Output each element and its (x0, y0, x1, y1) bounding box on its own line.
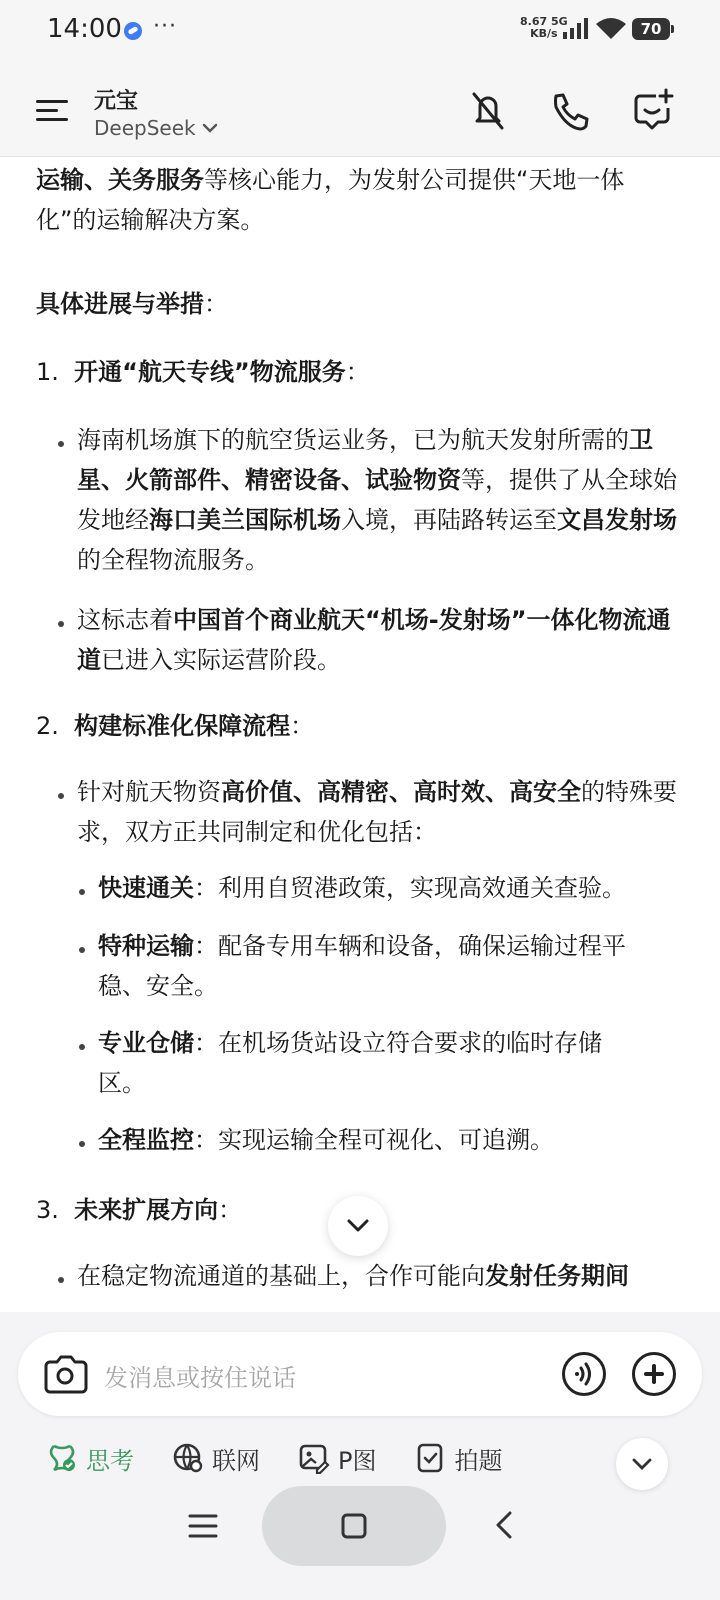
app-notification-icon (124, 22, 142, 40)
text-run: 等核心能力，为发射公司提供“天地一体化”的运输解决方案。 (36, 166, 625, 234)
globe-icon (172, 1442, 204, 1474)
text-run: 文昌发射场 (557, 506, 677, 534)
bullet-dot (58, 621, 64, 627)
section-3-heading: 3. 未来扩展方向： (36, 1196, 243, 1224)
menu-icon[interactable] (36, 100, 68, 122)
bullet-dot (79, 889, 85, 895)
text-run: 中国首个商业航天“机场-发射场”一体化物流通道 (77, 606, 671, 674)
wifi-icon (596, 18, 626, 40)
progress-heading: 具体进展与举措： (36, 290, 228, 318)
text-run: 已进入实际运营阶段。 (101, 646, 341, 674)
message-input-bar[interactable] (18, 1332, 702, 1416)
scroll-to-bottom-button[interactable] (328, 1196, 388, 1256)
image-edit-icon (298, 1442, 330, 1474)
composer-area (0, 1312, 720, 1600)
text-run: 高价值、高精密、高时效、高安全 (221, 778, 581, 806)
new-chat-icon[interactable] (630, 88, 674, 132)
mute-icon[interactable] (466, 88, 510, 132)
status-bar (0, 0, 720, 62)
voice-wave-icon (565, 1355, 603, 1393)
chat-message (0, 156, 720, 1312)
sub-item-monitoring: 全程监控：实现运输全程可视化、可追溯。 (98, 1126, 554, 1154)
tool-bar (46, 1436, 540, 1480)
home-square-icon (340, 1512, 368, 1540)
tool-image-edit[interactable]: P图 (298, 1441, 376, 1476)
model-name: DeepSeek (94, 116, 196, 140)
back-icon[interactable] (492, 1510, 516, 1540)
status-time: 14:00 (47, 14, 122, 44)
model-selector[interactable] (94, 116, 218, 140)
section-2-bullet-1 (77, 772, 677, 852)
chevron-down-icon (631, 1456, 653, 1472)
camera-icon[interactable] (42, 1352, 88, 1396)
more-notifications-icon: ··· (153, 14, 177, 39)
photo-question-icon (414, 1442, 446, 1474)
text-run: 的特殊要求，双方正共同制定和优化包括： (77, 778, 677, 846)
section-2-heading: 2. 构建标准化保障流程： (36, 712, 315, 740)
section-3-bullet-1 (77, 1256, 697, 1296)
text-run: 在稳定物流通道的基础上，合作可能向 (77, 1262, 485, 1290)
tool-photo-question[interactable]: 拍题 (414, 1441, 502, 1476)
text-run: 海南机场旗下的航空货运业务，已为航天发射所需的 (77, 426, 629, 454)
sub-item-transport: 特种运输：配备专用车辆和设备，确保运输过程平稳、安全。 (98, 932, 626, 1000)
text-run: 入境，再陆路转运至 (341, 506, 557, 534)
text-run: 海口美兰国际机场 (149, 506, 341, 534)
section-1-bullet-1 (77, 420, 677, 580)
battery-icon: 70 (632, 18, 670, 40)
text-run: 运输、关务服务 (36, 166, 204, 194)
text-run: 等，提供了从全球始发地经 (77, 466, 677, 534)
signal-icon (562, 18, 590, 40)
text-run: 这标志着 (77, 606, 173, 634)
intro-paragraph (36, 160, 684, 240)
bullet-dot (79, 947, 85, 953)
think-icon (46, 1442, 78, 1474)
bullet-dot (79, 1141, 85, 1147)
home-button[interactable] (262, 1486, 446, 1566)
section-1-heading: 1. 开通“航天专线”物流服务： (36, 358, 370, 386)
text-run: 针对航天物资 (77, 778, 221, 806)
section-1-bullet-2 (77, 600, 677, 680)
bullet-dot (58, 441, 64, 447)
text-run: 卫星、火箭部件、精密设备、试验物资 (77, 426, 653, 494)
sub-item-storage: 专业仓储：在机场货站设立符合要求的临时存储区。 (98, 1029, 602, 1097)
chat-title: 元宝 (94, 89, 139, 114)
message-input[interactable]: 发消息或按住说话 (104, 1364, 296, 1392)
chevron-down-icon (202, 122, 218, 134)
network-speed: 8.67 5G KB/s (520, 15, 568, 40)
recent-apps-icon[interactable] (188, 1512, 218, 1540)
bullet-dot (58, 793, 64, 799)
phone-icon[interactable] (546, 88, 590, 132)
chat-header (0, 62, 720, 157)
chevron-down-icon (346, 1216, 370, 1236)
sub-item-customs: 快速通关：利用自贸港政策，实现高效通关查验。 (98, 874, 626, 902)
bullet-dot (58, 1277, 64, 1283)
text-run: 的全程物流服务。 (77, 546, 269, 574)
voice-input-button[interactable] (562, 1352, 606, 1396)
system-nav-bar (0, 1480, 720, 1600)
bullet-dot (79, 1044, 85, 1050)
text-run: 发射任务期间 (485, 1262, 629, 1290)
add-attachment-button[interactable] (632, 1352, 676, 1396)
tool-think[interactable]: 思考 (46, 1441, 134, 1476)
tool-web-search[interactable]: 联网 (172, 1441, 260, 1476)
